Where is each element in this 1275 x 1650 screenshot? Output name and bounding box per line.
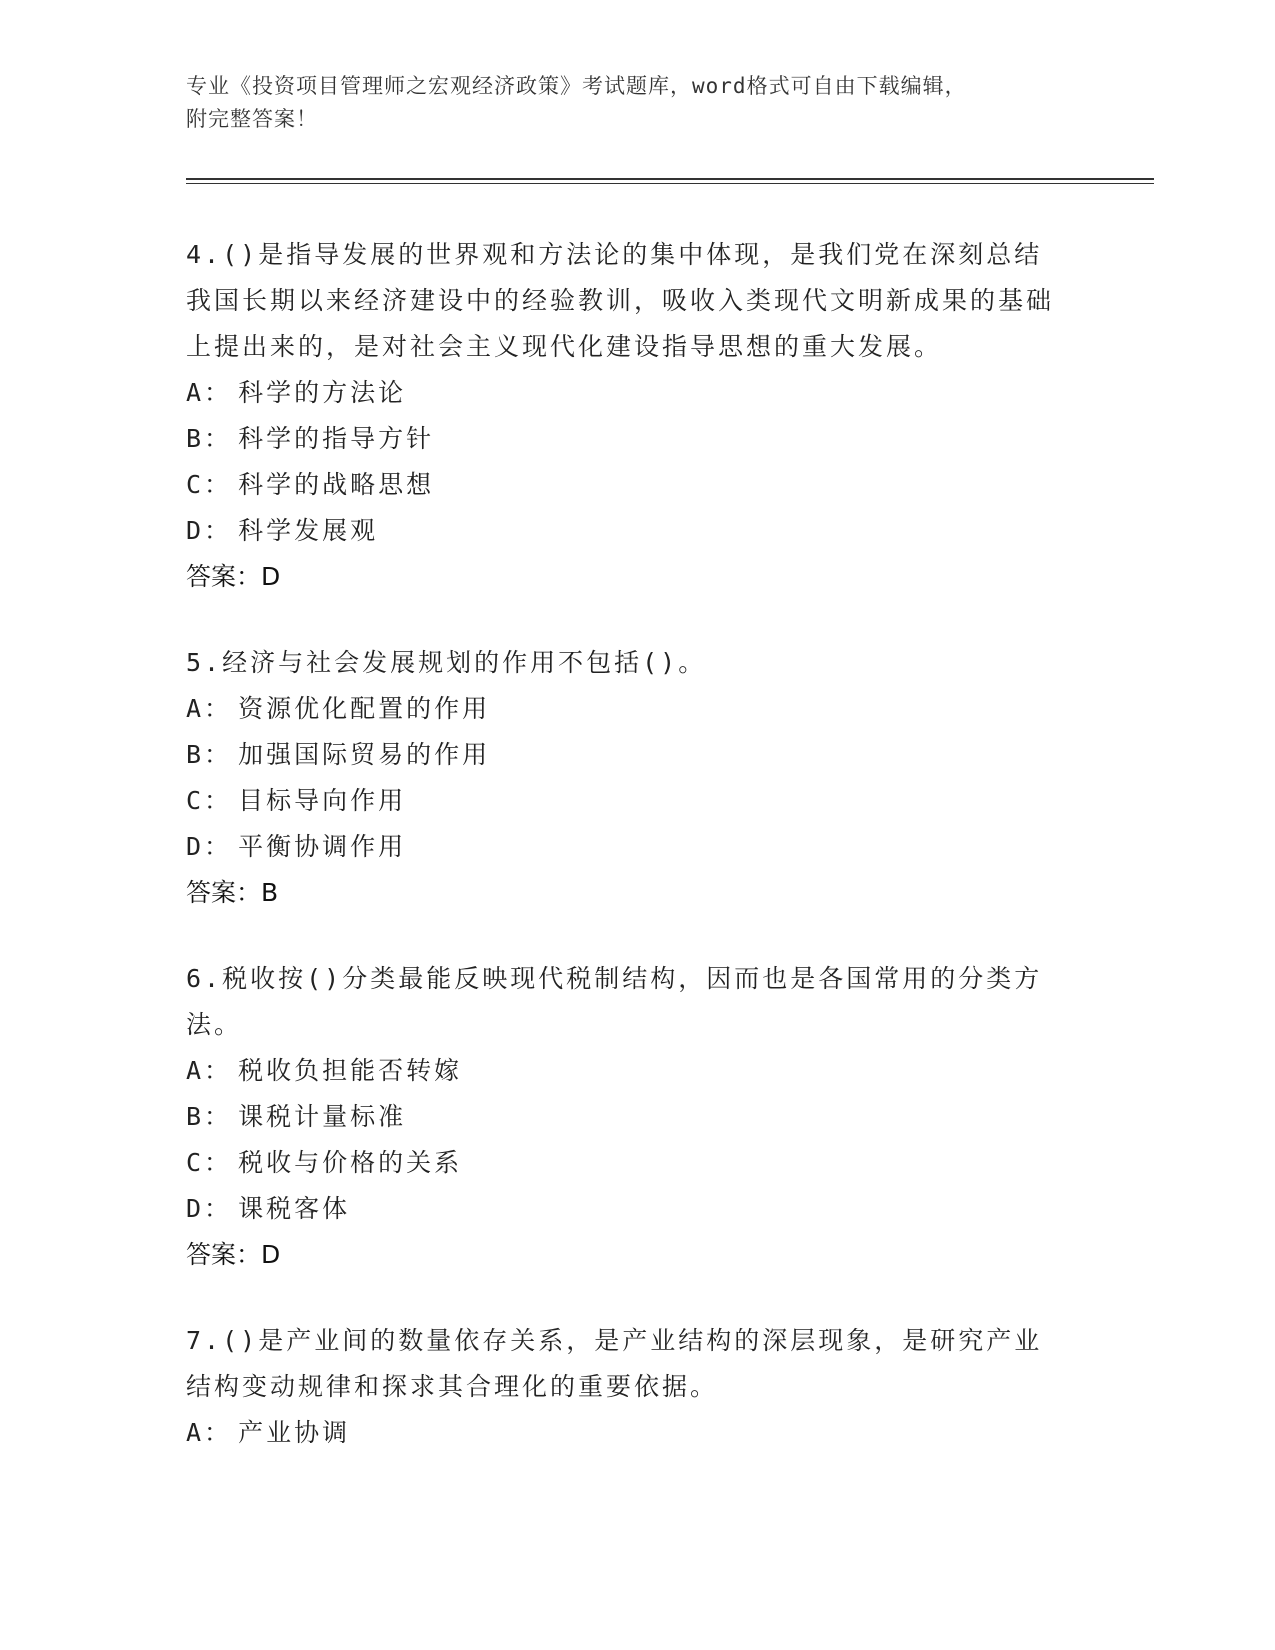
question-5 (186, 640, 1066, 916)
option-text: 资源优化配置的作用 (238, 694, 491, 723)
option-text: 税收与价格的关系 (238, 1148, 463, 1177)
answer-line: 答案：B (186, 878, 279, 907)
option-c (186, 462, 1066, 508)
option-letter: B： (186, 1102, 233, 1131)
option-text: 税收负担能否转嫁 (238, 1056, 463, 1085)
option-a (186, 686, 1066, 732)
answer-line: 答案：D (186, 1240, 281, 1269)
option-text: 加强国际贸易的作用 (238, 740, 491, 769)
option-text: 科学发展观 (238, 516, 379, 545)
option-b (186, 416, 1066, 462)
option-d (186, 824, 1066, 870)
question-list (186, 232, 1066, 1496)
option-d (186, 1186, 1066, 1232)
option-letter: A： (186, 378, 233, 407)
question-stem: 5.经济与社会发展规划的作用不包括()。 (186, 648, 707, 677)
answer-line: 答案：D (186, 562, 281, 591)
option-letter: C： (186, 786, 233, 815)
header-divider-thin (186, 183, 1154, 184)
option-text: 科学的方法论 (238, 378, 407, 407)
header-line-1: 专业《投资项目管理师之宏观经济政策》考试题库，word格式可自由下载编辑， (186, 74, 967, 98)
option-letter: A： (186, 1418, 233, 1447)
option-letter: A： (186, 694, 233, 723)
option-letter: D： (186, 516, 233, 545)
option-letter: D： (186, 1194, 233, 1223)
option-letter: B： (186, 740, 233, 769)
option-c (186, 1140, 1066, 1186)
question-stem: 6.税收按()分类最能反映现代税制结构，因而也是各国常用的分类方法。 (186, 964, 1043, 1039)
option-d (186, 508, 1066, 554)
question-4 (186, 232, 1066, 600)
question-stem: 4.()是指导发展的世界观和方法论的集中体现，是我们党在深刻总结我国长期以来经济建设中的经验教训，吸收入类现代文明新成果的基础上提出来的，是对社会主义现代化建设指导思想的重大发展。 (186, 240, 1055, 361)
question-stem: 7.()是产业间的数量依存关系，是产业结构的深层现象，是研究产业结构变动规律和探求其合理化的重要依据。 (186, 1326, 1043, 1401)
option-letter: A： (186, 1056, 233, 1085)
option-letter: C： (186, 470, 233, 499)
question-7 (186, 1318, 1066, 1456)
option-letter: D： (186, 832, 233, 861)
option-letter: B： (186, 424, 233, 453)
document-header (186, 70, 1066, 136)
question-6 (186, 956, 1066, 1278)
option-a (186, 1048, 1066, 1094)
option-text: 课税客体 (238, 1194, 351, 1223)
option-a (186, 1410, 1066, 1456)
option-text: 产业协调 (238, 1418, 351, 1447)
option-a (186, 370, 1066, 416)
option-b (186, 1094, 1066, 1140)
option-text: 科学的指导方针 (238, 424, 435, 453)
option-text: 科学的战略思想 (238, 470, 435, 499)
option-text: 平衡协调作用 (238, 832, 407, 861)
header-line-2: 附完整答案！ (186, 107, 318, 131)
option-b (186, 732, 1066, 778)
option-text: 目标导向作用 (238, 786, 407, 815)
option-c (186, 778, 1066, 824)
header-divider-thick (186, 178, 1154, 180)
option-text: 课税计量标准 (238, 1102, 407, 1131)
option-letter: C： (186, 1148, 233, 1177)
